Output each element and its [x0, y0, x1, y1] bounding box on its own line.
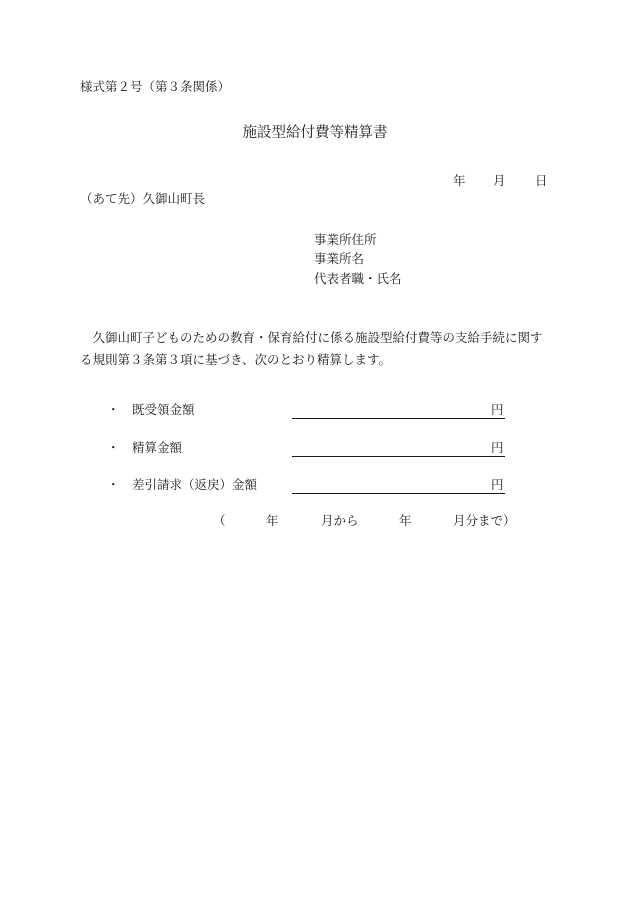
item-bullet: ・ — [107, 402, 120, 417]
item-difference-amount — [0, 479, 630, 495]
item-bullet: ・ — [107, 477, 120, 492]
period-year-from: 年 — [266, 513, 279, 528]
period-open-paren: （ — [213, 513, 226, 528]
amount-blank-line — [292, 418, 505, 419]
addressee: （あて先）久御山町長 — [80, 191, 206, 206]
period-month-to: 月分まで） — [453, 513, 516, 528]
date-year-label: 年 — [453, 173, 466, 188]
item-unit: 円 — [491, 477, 504, 492]
date-line — [440, 175, 560, 189]
document-title: 施設型給付費等精算書 — [242, 125, 388, 141]
applicant-representative-label: 代表者職・氏名 — [314, 271, 402, 286]
amount-blank-line — [292, 456, 505, 457]
item-settlement-amount — [0, 442, 630, 458]
date-day-label: 日 — [535, 173, 548, 188]
item-label: 差引請求（返戻）金額 — [132, 477, 258, 492]
date-month-label: 月 — [493, 173, 506, 188]
body-text: 久御山町子どものための教育・保育給付に係る施設型給付費等の支給手続に関する規則第３条第３項に基づき、次のとおり精算します。 — [80, 330, 543, 367]
item-label: 既受領金額 — [132, 402, 195, 417]
item-label: 精算金額 — [132, 440, 183, 455]
applicant-name-label: 事業所名 — [314, 251, 365, 266]
form-number: 様式第２号（第３条関係） — [80, 79, 231, 94]
applicant-address-label: 事業所住所 — [314, 232, 377, 247]
item-previously-received — [0, 404, 630, 420]
amount-blank-line — [292, 493, 505, 494]
period-line — [0, 515, 630, 531]
item-unit: 円 — [491, 402, 504, 417]
item-unit: 円 — [491, 440, 504, 455]
period-year-to: 年 — [399, 513, 412, 528]
item-bullet: ・ — [107, 440, 120, 455]
period-month-from: 月から — [321, 513, 359, 528]
